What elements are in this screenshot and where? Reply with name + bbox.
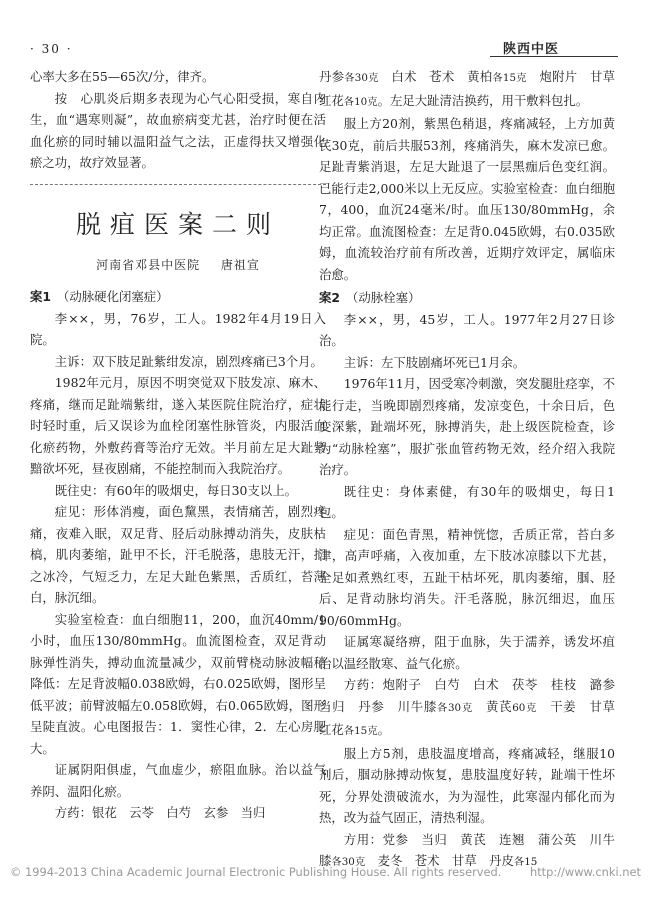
case2-type: （动脉栓塞）: [346, 290, 421, 305]
case1-heading: [30, 286, 326, 308]
article-byline: [30, 255, 326, 277]
case1-paragraph: 症见：形体消瘦，面色黧黑，表情痛苦，剧烈疼痛，夜难入眠，双足背、胫后动脉搏动消失，皮肤枯槁，肌肉萎缩，趾甲不长，汗毛脱落，患肢无汗，扪之冰冷，气短乏力，左足大趾色紫黑，舌质红，苔薄白，脉沉细。: [30, 504, 326, 605]
case2-formula: 方药：炮附子 白芍 白术 茯苓 桂枝 潞参 当归 丹参 川牛膝各30克 黄芪60克 干姜 甘草 红花各15克。: [319, 677, 628, 737]
case2-paragraph: 既往史：身体素健，有30年的吸烟史，每日1包。: [319, 483, 615, 520]
case2-paragraph: 症见：面色青黑，精神恍惚，舌质正常，苔白多津，高声呼痛，入夜加重，左下肢冰凉膝以下尤甚，全足如煮熟红枣，五趾干枯坏死，肌肉萎缩，腘、胫后、足背动脉均消失。汗毛落脱，脉沉细迟，血压90/60mmHg。: [319, 526, 615, 628]
case1-paragraph: 李××，男，76岁，工人。1982年4月19日入院。: [30, 310, 326, 347]
author-affiliation: 河南省邓县中医院: [96, 257, 201, 272]
page-footer: [10, 865, 641, 879]
case1-paragraph: 证属阴阳俱虚，气血虚少，瘀阻血脉。治以益气养阴、温阳化瘀。: [30, 762, 326, 799]
case2-label: 案2: [319, 290, 341, 305]
case1-formula-herbs: 丹参各30克 白术 苍术 黄柏各15克 炮附片 甘草 红花各10克。: [319, 69, 628, 108]
case1-type: （动脉硬化闭塞症）: [57, 289, 169, 304]
case1-paragraph: 主诉：双下肢足趾紫绀发凉，剧烈疼痛已3个月。: [54, 353, 323, 369]
case1-formula-tail: 左足大趾清洁换药，用干敷料包扎。: [389, 92, 589, 108]
page-number: · 30 ·: [30, 42, 73, 56]
case2-paragraph: 1976年11月，因受寒冷刺激，突发腿肚痉挛，不能行走，当晚即剧烈疼痛，发凉变色，十余日后，色变深紫，趾端坏死，脉搏消失，赴上级医院检查，诊为“动脉栓塞”，服扩张血管药物无效，经介绍入我院治疗。: [319, 376, 615, 477]
copyright-text: © 1994-2013 China Academic Journal Electronic Publishing House. All rights reserved.: [10, 865, 502, 879]
prev-article-note: 按 心肌炎后期多表现为心气心阳受损，寒自内生，血“遇寒则凝”，故血瘀病变尤甚，治疗时便在活血化瘀的同时辅以温阳益气之法，正虚得扶又增强化瘀之功，故疗效显著。: [30, 90, 326, 170]
article-title: 脱疽医案二则: [75, 209, 280, 239]
case1-label: 案1: [30, 289, 52, 304]
source-url[interactable]: http://www.cnki.net: [530, 865, 641, 879]
case1-paragraph: 既往史：有60年的吸烟史，每日30支以上。: [54, 482, 297, 498]
case2-paragraph: 证属寒凝络痹，阻于血脉，失于濡养，诱发坏疽治以温经散寒、益气化瘀。: [319, 634, 615, 671]
case2-paragraph: 李××，男，45岁，工人。1977年2月27日诊治。: [319, 311, 615, 348]
case1-formula-start: 方药：银花 云苓 白芍 玄参 当归: [54, 805, 266, 820]
case2-paragraph: 主诉：左下肢剧痛坏死已1月余。: [343, 354, 526, 370]
header-rule: [490, 56, 618, 57]
prev-article-line: 心率大多在55—65次/分，律齐。: [30, 69, 215, 84]
case1-outcome: 服上方20剂，紫黑色稍退，疼痛减轻，上方加黄芪30克，前后共服53剂，疼痛消失，麻木发凉已愈。足趾青紫消退，左足大趾退了一层黑痂后色变红润。已能行走2,000米以上无反应。实验室检查：血白细胞7，400，血沉24毫米/时。血压130/80mmHg，余均正常。血流图检查：左足背0.045欧姆，右0.035欧姆，血流较治疗前有所改善，近期疗效评定，属临床治愈。: [319, 116, 615, 282]
case2-formula-followup: 方用：党参 当归 黄芪 连翘 蒲公英 川牛膝各30克 麦冬 苍术 甘草 丹皮各15: [319, 831, 615, 868]
case1-formula-cont: [319, 66, 628, 113]
author-name: 唐祖宣: [220, 257, 260, 272]
left-column: [30, 66, 326, 824]
case1-paragraph: 实验室检查：血白细胞11，200，血沉40mm/1小时，血压130/80mmHg。血流图检查，双足背动脉弹性消失，搏动血流量减少，双前臂桡动脉波幅稍降低：左足背波幅0.038欧姆，右0.025欧姆，图形呈低平波；前臂波幅左0.058欧姆，右0.065欧姆，图形呈陡直波。心电图报告：1．窦性心律，2．左心房肥大。: [30, 611, 326, 756]
case2-heading: [319, 287, 615, 309]
journal-name: 陕西中医: [503, 42, 560, 57]
case2-paragraph: 服上方5剂，患肢温度增高，疼痛减轻，继服10剂后，腘动脉搏动恢复，患肢温度好转，趾端干性坏死，分界处溃破流水，为为湿性，此寒湿内郁化而为热，改为益气固正，清热利湿。: [319, 745, 615, 825]
case1-paragraph: 1982年元月，原因不明突觉双下肢发凉、麻木、疼痛，继而足趾端紫绀，遂入某医院住院治疗，症状时轻时重，后又误诊为血栓闭塞性脉管炎，内服活血化瘀药物，外敷药膏等治疗无效。半月前左足大趾紫黯欲坏死，昼夜剧痛，不能控制而入我院治疗。: [30, 375, 326, 476]
article-separator: [30, 184, 326, 185]
